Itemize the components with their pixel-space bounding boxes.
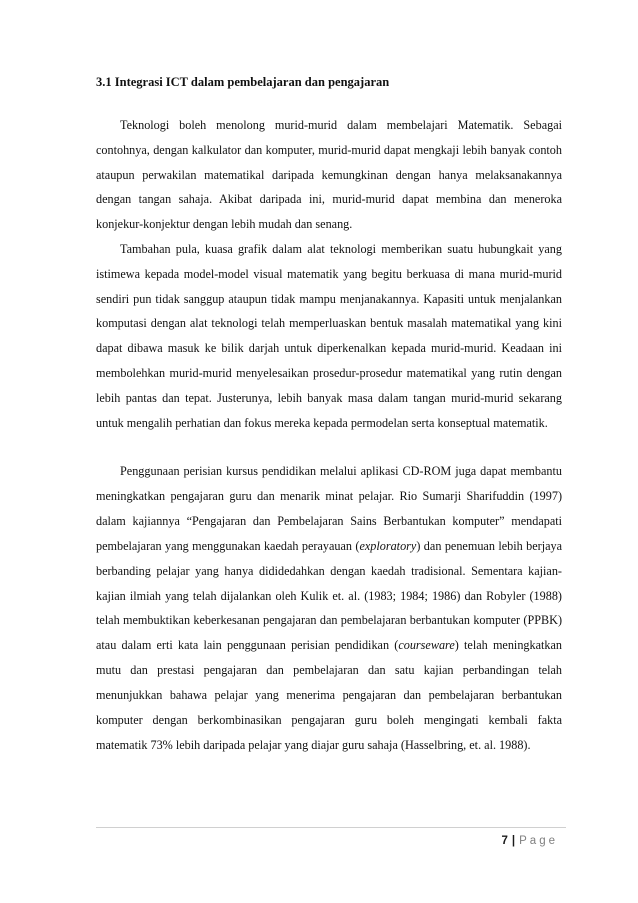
page-number: 7 <box>501 835 508 847</box>
section-heading: 3.1 Integrasi ICT dalam pembelajaran dan pengajaran <box>96 75 390 89</box>
paragraph-cdrom-courseware <box>96 459 562 758</box>
paragraph-text: ) dan penemuan lebih berjaya berbanding pelajar yang hanya dididedahkan dengan kaedah tradisional. Sementara kajian-kajian ilmiah yang telah dijalankan oleh Kulik et. al. (1983; 1984; 1986) dan Robyler (1988) telah membuktikan keberkesanan pengajaran dan pembelajaran berbantukan komputer (PPBK) atau dalam erti kata lain penggunaan perisian pendidikan ( <box>96 538 562 653</box>
page-footer <box>502 833 558 849</box>
paragraph-graphics-power <box>96 237 562 435</box>
footer-divider <box>96 827 566 828</box>
italic-term: coursewar <box>398 638 450 653</box>
italic-term-end: e <box>449 638 455 653</box>
paragraph-text: ) telah meningkatkan mutu dan prestasi pengajaran dan pembelajaran dan satu kajian perbandingan telah menunjukkan bahawa pelajar yang menerima pengajaran dan pembelajaran berbantukan komputer dengan berkombinasikan pengajaran guru boleh mengingati kembali fakta matematik 73% lebih daripada pelajar yang diajar guru sahaja (Hasselbring, et. al. 1988). <box>96 638 562 752</box>
italic-term-end: y <box>410 538 417 553</box>
paragraph-ict-benefits <box>96 113 562 237</box>
paragraph-text: Teknologi boleh menolong murid-murid dalam membelajari Matematik. Sebagai contohnya, dengan kalkulator dan komputer, murid-murid dapat mengkaji lebih banyak contoh ataupun perwakilan matematikal daripada kemungkinan dengan hanya melaksanakannya dengan tangan sahaja. Akibat daripada ini, murid-murid dapat membina dan meneroka konjekur-konjektur dengan lebih mudah dan senang. <box>96 118 562 232</box>
italic-term: explorator <box>359 538 411 553</box>
page-separator: | <box>511 835 516 847</box>
paragraph-text: Penggunaan perisian kursus pendidikan melalui aplikasi CD-ROM juga dapat membantu meningkatkan pengajaran guru dan menarik minat pelajar. Rio Sumarji Sharifuddin (1997) dalam kajiannya “Pengajaran dan Pembelajaran Sains Berbantukan komputer” mendapati pembelajaran yang menggunakan kaedah perayauan ( <box>96 464 562 553</box>
page-label: Page <box>519 835 558 847</box>
paragraph-text: Tambahan pula, kuasa grafik dalam alat teknologi memberikan suatu hubungkait yang istimewa kepada model-model visual matematik yang begitu berkuasa di mana murid-murid sendiri pun tidak sanggup ataupun tidak mampu menjanakannya. Kapasiti untuk menjalankan komputasi dengan alat teknologi telah memperluaskan bentuk masalah matematikal yang kini dapat dibawa masuk ke bilik darjah untuk diperkenalkan kepada murid-murid. Keadaan ini membolehkan murid-murid menyelesaikan prosedur-prosedur matematikal yang rutin dengan lebih pantas dan tepat. Justerunya, lebih banyak masa dalam tangan murid-murid sekarang untuk mengalih perhatian dan fokus mereka kepada permodelan serta konseptual matematik. <box>96 242 562 430</box>
